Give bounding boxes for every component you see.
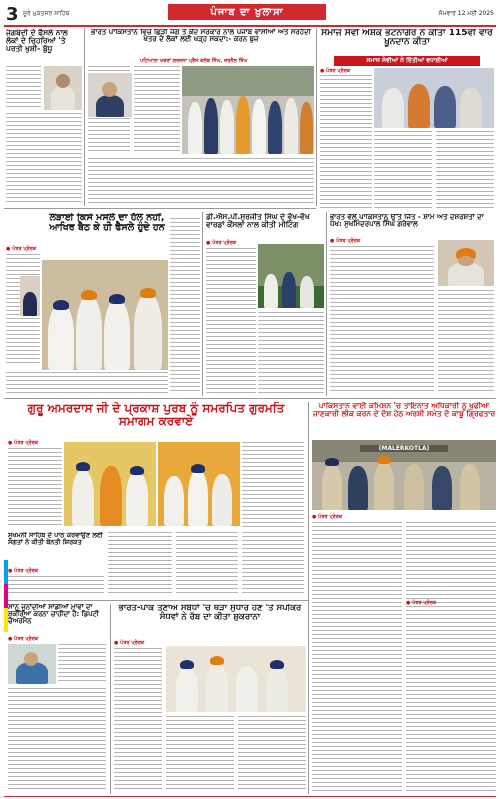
story4-text-col2: [438, 290, 494, 394]
story12-byline: ● ਪੱਤਰ ਪ੍ਰੇਰਕ: [406, 600, 437, 606]
story10-text-col1: [58, 644, 106, 684]
column-divider: [326, 212, 327, 396]
story6-text-col2: [258, 312, 324, 394]
issue-date: ਸੋਮਵਾਰ 12 ਮਈ 2025: [438, 10, 494, 17]
section-divider: [4, 208, 316, 209]
story8-text-col2: [406, 522, 496, 792]
story5-inset-photo: [20, 276, 40, 316]
story11-text-col3: [238, 716, 306, 792]
story7-text-col2: [242, 442, 304, 528]
masthead-left: [6, 4, 69, 25]
story9-headline: ਸੁਖਮਨੀ ਸਾਹਿਬ ਦੇ ਪਾਠ ਕਰਵਾਉਣ ਲਈ ਸੰਗਤਾਂ ਨੇ ਕੀਤੀ ਬੇਨਤੀ ਸ਼ਿਰਕਤ: [8, 532, 103, 546]
colour-registration-strip: [4, 608, 8, 632]
story2-group-photo: [182, 66, 314, 154]
section-banner: ਪੰਜਾਬ ਦਾ ਖੁਲਾਸਾ: [168, 4, 326, 20]
story3-text-col2: [374, 131, 432, 211]
story8-photo-label: (MALERKOTLA): [360, 445, 448, 452]
paper-name: ਸੂਰੇ ਮੁਕਤਸਰ ਸਾਹਿਬ: [23, 10, 70, 17]
story4-headline: ਭਾਰਤ ਵੱਲੋਂ ਪਾਕਿਸਤਾਨ ਉੱਤੇ ਜਿੱਤ - ਸ਼ਾਮ ਅਤੇ ਦਸ਼ਰਸ਼ਤਾਂ ਦਾ ਪੱਖ: ਸੁਖਮਿੰਦਰਪਾਲ ਸਿੰਘ ਗਰੇਵਾਲ: [330, 214, 484, 229]
story10-headline: ਸਾਨੂੰ ਜੂਨਾਂਦੀਆਂ ਸਾਡੀਆਂ ਮਾਵਾਂ ਦਾ ਸ਼ੁਕਰਿਆ ਕਰਨਾ ਚਾਹੀਦਾ ਹੈ: ਡਿਪਟੀ ਚੇਅਰਮੈਨ: [8, 604, 99, 626]
story11-headline: ਭਾਰਤ-ਪਾਕ ਤਣਾਅ ਸਬੰਧਾਂ 'ਚ ਥੋੜਾ ਸੁਧਾਰ ਹੋਣ 'ਤੇ ਸਪੀਕਰ ਸੰਧਵਾਂ ਨੇ ਰੱਬ ਦਾ ਕੀਤਾ ਸ਼ੁਕਰਾਨਾ: [118, 604, 302, 622]
story7-text-col4: [176, 532, 238, 596]
colour-registration-strip: [4, 560, 8, 584]
story3-text-col3: [436, 131, 494, 211]
story5-photo: [42, 260, 168, 370]
story6-photo: [258, 244, 324, 308]
story7-byline: ● ਪੱਤਰ ਪ੍ਰੇਰਕ: [8, 440, 39, 446]
story1-photo: [44, 66, 82, 110]
story3-photo: [374, 68, 494, 128]
story6-text-col1: [206, 248, 256, 394]
section-divider: [4, 398, 496, 399]
story7-text-col3: [108, 532, 172, 596]
story7-photo-1: [64, 442, 156, 526]
story6-headline: ਡੀ.ਐਸ.ਪੀ.ਸੁਰਜੀਤ ਸਿੰਘ ਦੇ ਵੱਖ-ਵੱਖ ਵਾਰਡਾਂ ਕੌਂਸਲਾਂ ਨਾਲ ਕੀਤੀ ਮੀਟਿੰਗ: [206, 213, 310, 229]
story5-text-col2: [170, 218, 200, 394]
story5-headline: ਲੜਾਈ ਕਿਸੇ ਮਸਲੇ ਦਾ ਹੱਲ ਨਹੀਂ, ਆਖਿਰ ਬੈਠ ਕੇ ਹੀ ਫੈਸਲੇ ਹੁੰਦੇ ਹਨ: [49, 213, 165, 233]
story1-headline: ਜੰਗਬੰਦੀ ਦੇ ਫੈਸਲੇ ਨਾਲ ਲੋਕਾਂ ਦੇ ਚਿਹਰਿਆਂ 'ਤੇ ਪਰਤੀ ਖੁਸ਼ੀ- ਬੁੱਧੂ: [6, 29, 68, 53]
story7-text-col1: [8, 448, 62, 528]
story2-text-col2: [134, 66, 180, 154]
story1-text-cont: [6, 113, 82, 203]
story9-byline: ● ਪੱਤਰ ਪ੍ਰੇਰਕ: [8, 568, 39, 574]
column-divider: [110, 604, 111, 794]
story3-text-col1: [320, 75, 372, 211]
story3-byline: ● ਪੱਤਰ ਪ੍ਰੇਰਕ: [320, 68, 351, 74]
story2-headline: ਭਾਰਤ ਪਾਕਿਸਤਾਨ ਵਿਚ ਛਿੜੀ ਜੰਗ ਤੇ ਕੇਂਦ ਸਰਕਾਰ ਨਾਲ ਪੰਜਾਬ ਵਾਸੀਆਂ ਅਤੇ ਸਰਹੱਦੀ ਖੇਤਰ ਦੇ ਲੋਕਾਂ ਲਈ ਖੜ੍ਹ ਸਕਦਾ:- ਕਰਨ ਬੁਜ਼: [91, 29, 311, 44]
masthead-rule: [4, 25, 496, 27]
story2-portrait: [88, 73, 132, 117]
story2-byline: ਪਟਿਆਲਾ ਖਬਰਾਂ ਗਰਜਨਾ ਪ੍ਰੈਸ ਕਲੱਬ ਸਿੰਘ, ਜਰਨੈਲ ਸਿੰਘ: [140, 58, 248, 64]
page-bottom-rule: [4, 796, 496, 797]
story8-text-col1: [312, 522, 402, 792]
story4-byline: ● ਪੱਤਰ ਪ੍ਰੇਰਕ: [330, 238, 361, 244]
column-divider: [202, 212, 203, 396]
story11-byline: ● ਪੱਤਰ ਪ੍ਰੇਰਕ: [114, 640, 145, 646]
story7-text-col5: [242, 532, 304, 596]
story11-text-col2: [166, 716, 234, 792]
story1-text: [6, 66, 41, 110]
story9-text: [8, 576, 104, 596]
story10-text-col2: [8, 688, 106, 792]
section-divider: [4, 600, 308, 601]
story8-byline: ● ਪੱਤਰ ਪ੍ਰੇਰਕ: [312, 514, 343, 520]
story5-text-bottom: [6, 372, 168, 394]
story5-byline: ● ਪੱਤਰ ਪ੍ਰੇਰਕ: [6, 246, 37, 252]
column-divider: [84, 28, 85, 206]
column-divider: [308, 402, 309, 794]
story2-text-bottom: [88, 158, 314, 206]
story4-text-col1: [330, 246, 434, 394]
story3-subhead: ਸਮਾਜ ਸੇਵੀਆਂ ਨੇ ਦਿੱਤੀਆਂ ਵਧਾਈਆਂ: [334, 56, 480, 66]
story3-headline: ਸਮਾਜ ਸੇਵੀ ਅਸ਼ੋਕ ਭਟਨਾਗਰ ਨੇ ਕੀਤਾ 115ਵੀਂ ਵਾਰ ਖੂਨਦਾਨ ਕੀਤਾ: [321, 29, 493, 48]
story11-text-col1: [114, 648, 162, 792]
story7-headline: ਗੁਰੂ ਅਮਰਦਾਸ ਜੀ ਦੇ ਪ੍ਰਕਾਸ਼ ਪੁਰਬ ਨੂੰ ਸਮਰਪਿਤ ਗੁਰਮਤਿ ਸਮਾਗਮ ਕਰਵਾਏ: [27, 402, 285, 428]
page-number: 3: [6, 3, 19, 25]
story10-portrait: [8, 644, 56, 684]
column-divider: [316, 28, 317, 206]
story10-byline: ● ਪੱਤਰ ਪ੍ਰੇਰਕ: [8, 636, 39, 642]
story8-headline: ਪਾਕਿਸਤਾਨ ਵਾਈ ਕਮਿਸ਼ਨ 'ਚ ਤਾਇਨਾਤ ਅਧਿਕਾਰੀ ਨੂੰ ਖੁਫੀਆ ਜਾਣਕਾਰੀ ਲੀਕ ਕਰਨ ਦੇ ਦੋਸ਼ ਹੇਠ ਅਰਸ਼ੀ ਸਮੇਤ ਦੋ ਕਾਬੂ ਗ੍ਰਿਫਤਾਰ: [312, 402, 496, 418]
story4-portrait: [438, 240, 494, 286]
story6-byline: ● ਪੱਤਰ ਪ੍ਰੇਰਕ: [206, 240, 237, 246]
story7-photo-2: [158, 442, 240, 526]
story11-photo: [166, 646, 306, 712]
colour-registration-strip: [4, 584, 8, 608]
